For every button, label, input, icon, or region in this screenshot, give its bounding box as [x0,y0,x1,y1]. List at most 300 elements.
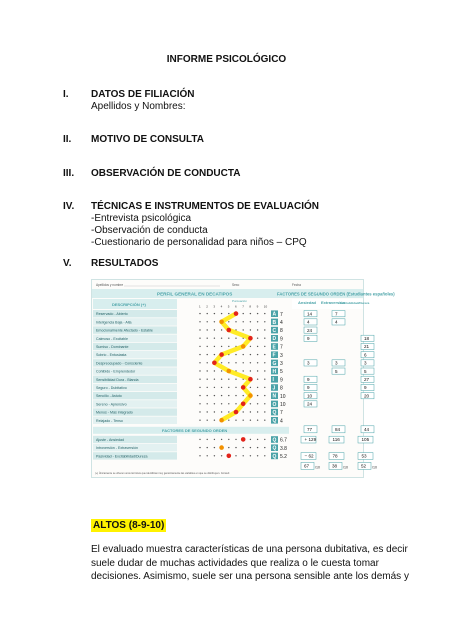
second-order-box [361,368,374,374]
section-heading: OBSERVACIÓN DE CONDUCTA [91,168,241,179]
second-order-score: 3.8 [280,445,287,452]
second-order-box [332,360,345,366]
paragraph-line: decisiones. Asimismo, suele ser una persona sensible ante los demás y [91,571,409,583]
second-order-value: 3 [335,360,338,366]
scale-dot [199,370,200,371]
scale-dot [228,395,229,396]
scale-dot [243,395,244,396]
factor-score: 7 [280,311,283,318]
scale-dot [207,379,208,380]
scale-dot [214,455,215,456]
scale-dot [250,329,251,330]
cpq-profile-figure [91,279,395,478]
scale-number: 6 [235,304,237,309]
header-sexo-label: Sexo [232,283,240,287]
scale-dot [207,455,208,456]
scale-dot [243,329,244,330]
second-order-box [361,360,374,366]
scale-dot [199,387,200,388]
second-order-title: FACTORES DE SEGUNDO ORDEN [162,427,228,433]
second-order-value: 6 [364,352,367,358]
scale-dot [264,313,265,314]
scale-dot [243,420,244,421]
second-order-description: Pasividad - Excitabilidad/Dureza [96,454,148,459]
second-order-box [332,319,345,325]
scale-dot [235,420,236,421]
second-order-value: 21 [364,344,370,350]
factor-letter: Q [272,410,277,416]
factor-letter: J [272,385,276,392]
scale-dot [235,395,236,396]
puntuacion-label: Puntuación [232,299,248,303]
calc-value: 105 [361,437,370,443]
second-order-value: 3 [364,360,367,366]
final-denominator: /10 [372,465,377,470]
scale-dot [257,455,258,456]
paragraph-line: suele dudar de muchas actividades que realiza o le cuesta tomar [91,557,379,569]
final-denominator: /10 [315,465,320,470]
scale-dot [199,439,200,440]
scale-dot [207,329,208,330]
scale-dot [235,403,236,404]
factor-score: 8 [280,328,283,335]
scale-dot [257,346,258,347]
scale-dot [228,379,229,380]
profile-point [219,352,224,357]
scale-dot [250,313,251,314]
scale-dot [257,403,258,404]
second-order-value: 5 [335,368,338,374]
scale-number: 7 [242,304,244,309]
factor-letter: D [272,336,277,343]
profile-point [241,385,246,390]
scale-dot [235,338,236,339]
section-number: III. [63,168,75,179]
scale-dot [199,362,200,363]
desc-header: DESCRIPCIÓN (+) [112,302,146,307]
profile-point [248,393,253,398]
profile-point [212,361,217,366]
scale-dot [250,387,251,388]
second-order-value: 7 [335,311,338,317]
scale-dot [221,313,222,314]
scale-dot [243,447,244,448]
scale-number: 3 [213,304,216,309]
scale-dot [221,439,222,440]
scale-dot [250,455,251,456]
profile-point [241,344,246,349]
factor-score: 7 [280,344,283,351]
scale-dot [199,403,200,404]
section-number: II. [63,134,72,145]
factor-score: 7 [280,410,283,417]
factor-description: Menos - Más integrado [96,410,133,415]
second-order-value: 20 [364,393,370,399]
scale-dot [257,338,258,339]
scale-dot [228,420,229,421]
factor-score: 4 [280,320,283,326]
section-number: IV. [63,201,75,212]
section-number: I. [63,89,69,100]
instrument-item: -Observación de conducta [91,225,208,236]
scale-dot [235,321,236,322]
scale-dot [228,362,229,363]
scale-dot [235,447,236,448]
profile-point [219,320,224,325]
scale-dot [243,370,244,371]
scale-dot [214,387,215,388]
scale-dot [257,354,258,355]
scale-dot [250,346,251,347]
scale-dot [207,395,208,396]
scale-number: 9 [256,304,259,309]
calc-value: + 129 [304,437,317,443]
factor-score: 4 [280,418,283,425]
calc-value: 78 [332,453,338,459]
second-order-value: 18 [364,336,370,341]
total-value: 77 [307,427,313,432]
scale-dot [264,403,265,404]
scale-dot [214,338,215,339]
scale-dot [264,329,265,330]
results-paragraph [91,543,409,584]
scale-dot [214,354,215,355]
factor-letter: B [272,319,277,326]
scale-dot [264,439,265,440]
scale-dot [264,346,265,347]
factor-description: Sumiso - Dominante [96,345,129,349]
scale-dot [264,455,265,456]
scale-dot [250,403,251,404]
scale-dot [207,346,208,347]
factor-description: Calmoso - Excitable [96,336,128,341]
instrument-item: -Entrevista psicológica [91,213,192,224]
scale-dot [235,387,236,388]
scale-dot [235,439,236,440]
filiacion-line: Apellidos y Nombres: [91,101,186,112]
profile-point [248,336,253,341]
factor-letter: O [272,401,277,408]
scale-number: 5 [227,304,230,309]
second-order-value: 10 [307,393,313,399]
scale-dot [199,411,200,412]
section-heading: RESULTADOS [91,258,159,269]
factor-description: Sereno - Aprensivo [96,402,127,407]
section-heading: TÉCNICAS E INSTRUMENTOS DE EVALUACIÓN [91,201,319,212]
factor-letter: N [272,393,277,400]
scale-dot [221,379,222,380]
scale-dot [214,313,215,314]
second-order-description: Ajuste - Ansiedad [96,438,124,442]
factor-score: 10 [280,402,286,408]
second-order-box [304,384,317,390]
factor-description: Reservado - Abierto [96,312,128,317]
scale-dot [207,403,208,404]
factor-score: 3 [280,361,283,367]
scale-number: 1 [199,304,201,309]
scale-dot [199,420,200,421]
scale-dot [257,439,258,440]
factor-letter: H [272,369,277,375]
scale-dot [199,395,200,396]
scale-dot [228,321,229,322]
scale-dot [221,338,222,339]
scale-dot [221,403,222,404]
profile-point [219,418,224,423]
scale-number: 8 [249,304,252,309]
scale-dot [199,379,200,380]
scale-dot [207,313,208,314]
scale-dot [228,338,229,339]
header-name-label: Apellidos y nombre [96,283,124,287]
scale-dot [207,447,208,448]
scale-dot [214,370,215,371]
scale-dot [257,379,258,380]
calc-value: − 62 [304,453,314,459]
scale-dot [264,362,265,363]
second-order-box [304,360,317,366]
scale-dot [264,338,265,339]
second-order-value: 27 [364,377,370,382]
final-value: 52 [361,463,367,469]
scale-dot [207,420,208,421]
scale-dot [214,447,215,448]
second-order-box [304,335,317,341]
factor-description: Emocionalmente Afectado - Estable [96,328,153,333]
second-order-box [332,311,345,317]
scale-dot [214,379,215,380]
section-heading: DATOS DE FILIACIÓN [91,89,195,100]
header-fecha-label: Fecha [292,283,301,287]
second-order-value: 24 [307,327,313,333]
scale-number: 10 [263,304,268,309]
paragraph-line: El evaluado muestra características de una persona dubitativa, es decir [91,544,408,555]
scale-dot [214,329,215,330]
scale-dot [264,447,265,448]
scale-dot [228,447,229,448]
second-order-letter: Q [272,437,277,444]
factor-letter: G [272,360,277,367]
second-order-box [361,384,374,390]
second-col-header: Excitabilidad/Dureza [340,301,370,305]
scale-dot [250,447,251,448]
scale-dot [257,370,258,371]
scale-dot [214,420,215,421]
scale-dot [250,321,251,322]
scale-dot [228,346,229,347]
profile-point [248,377,253,382]
scale-dot [214,411,215,412]
scale-dot [264,354,265,355]
scale-dot [228,387,229,388]
scale-dot [207,411,208,412]
second-order-value: 4 [335,319,338,325]
scale-dot [221,329,222,330]
scale-dot [207,370,208,371]
second-order-box [304,319,317,325]
scale-dot [221,362,222,363]
second-order-value: 9 [307,385,310,391]
scale-dot [199,447,200,448]
second-order-box [304,376,317,382]
scale-dot [199,455,200,456]
scale-dot [243,411,244,412]
page-title: INFORME PSICOLÓGICO [166,54,287,65]
second-order-score: 5.2 [280,454,287,460]
scale-dot [228,439,229,440]
factor-description: Sensibilidad Dura - Blanda [96,377,139,382]
factor-letter: A [272,311,277,318]
scale-dot [264,411,265,412]
factor-letter: C [272,328,277,334]
factor-description: Despreocupado - Consciente [96,361,143,366]
scale-dot [207,338,208,339]
scale-dot [264,379,265,380]
profile-point [241,402,246,407]
scale-dot [257,395,258,396]
second-order-point [219,445,224,450]
scale-dot [257,313,258,314]
scale-dot [243,313,244,314]
scale-dot [221,370,222,371]
second-order-value: 24 [307,401,313,407]
scale-dot [228,411,229,412]
scale-dot [257,362,258,363]
factor-score: 3 [280,352,283,359]
second-order-value: 5 [364,368,367,374]
final-value: 67 [304,463,310,469]
scale-dot [214,321,215,322]
scale-dot [243,321,244,322]
scale-dot [199,313,200,314]
section-heading: MOTIVO DE CONSULTA [91,134,204,145]
scale-dot [257,411,258,412]
instrument-item: -Cuestionario de personalidad para niños – CPQ [91,237,307,248]
profile-point [234,410,239,415]
factor-letter: Q [272,418,277,425]
scale-dot [264,370,265,371]
scale-dot [250,362,251,363]
scale-dot [199,354,200,355]
scale-number: 4 [220,304,223,309]
scale-number: 2 [206,304,208,309]
factor-description: Sobrio - Entusiasta [96,353,127,358]
scale-dot [221,387,222,388]
scale-dot [235,455,236,456]
scale-dot [250,439,251,440]
factor-description: Seguro - Dubitativo [96,386,127,390]
second-order-value: 9 [307,377,310,382]
second-order-score: 6.7 [280,437,287,444]
second-col-header: Extraversión [321,300,346,305]
second-order-value: 14 [307,311,313,317]
perfil-title: PERFIL GENERAL EN DECATIPOS [157,291,233,297]
scale-dot [214,395,215,396]
second-order-point [227,454,232,459]
altos-heading: ALTOS (8-9-10) [93,520,165,531]
scale-dot [250,420,251,421]
scale-dot [264,420,265,421]
second-order-box [332,368,345,374]
factor-description: Relajado - Tenso [96,418,123,423]
scale-dot [257,329,258,330]
scale-dot [257,321,258,322]
scale-dot [214,403,215,404]
scale-dot [199,346,200,347]
factor-score: 9 [280,377,283,384]
scale-dot [221,455,222,456]
factor-score: 10 [280,393,286,400]
profile-point [227,369,232,374]
figure-footnote: (+) Únicamente se ofrecen unos términos que identifican muy genéricamente las variables en que se distribuyen. Consult [95,472,230,475]
scale-dot [243,354,244,355]
scale-dot [199,321,200,322]
final-value: 38 [332,463,338,469]
calc-value: 116 [332,437,340,443]
second-col-header: Ansiedad [298,300,317,305]
scale-dot [207,439,208,440]
factor-description: Inteligencia Baja - Alta [96,320,132,325]
scale-dot [207,354,208,355]
scale-dot [264,395,265,396]
scale-dot [257,420,258,421]
scale-dot [257,387,258,388]
second-order-letter: Q [272,445,277,452]
final-denominator: /10 [343,465,348,470]
scale-dot [221,395,222,396]
factor-score: 5 [280,369,283,376]
second-order-box [361,352,374,358]
scale-dot [228,403,229,404]
total-value: 44 [364,427,370,432]
scale-dot [214,346,215,347]
factor-description: Cohibido - Emprendedor [96,369,136,374]
factores-title: FACTORES DE SEGUNDO ORDEN (Estudiantes españoles) [277,291,395,297]
scale-dot [207,362,208,363]
scale-dot [221,411,222,412]
factor-letter: F [272,352,276,359]
scale-dot [221,346,222,347]
second-order-description: Introversión - Extraversión [96,446,138,451]
factor-description: Sencillo - Astuto [96,394,122,399]
factor-score: 8 [280,385,283,392]
scale-dot [250,354,251,355]
scale-dot [199,338,200,339]
factor-score: 9 [280,336,283,343]
second-order-point [241,437,246,442]
calc-value: 53 [361,453,367,459]
scale-dot [235,354,236,355]
second-order-value: 4 [307,319,310,325]
cpq-profile-sheet [92,280,395,477]
second-order-value: 3 [307,360,310,366]
scale-dot [243,455,244,456]
scale-dot [207,387,208,388]
total-value: 84 [335,427,341,432]
scale-dot [243,362,244,363]
scale-dot [257,447,258,448]
scale-dot [250,411,251,412]
scale-dot [264,321,265,322]
scale-dot [264,387,265,388]
factor-letter: E [272,344,276,351]
second-order-letter: Q [272,453,277,460]
section-number: V. [63,258,72,269]
scale-dot [235,362,236,363]
scale-dot [214,439,215,440]
factor-letter: I [272,377,274,384]
second-order-value: 9 [364,385,367,391]
